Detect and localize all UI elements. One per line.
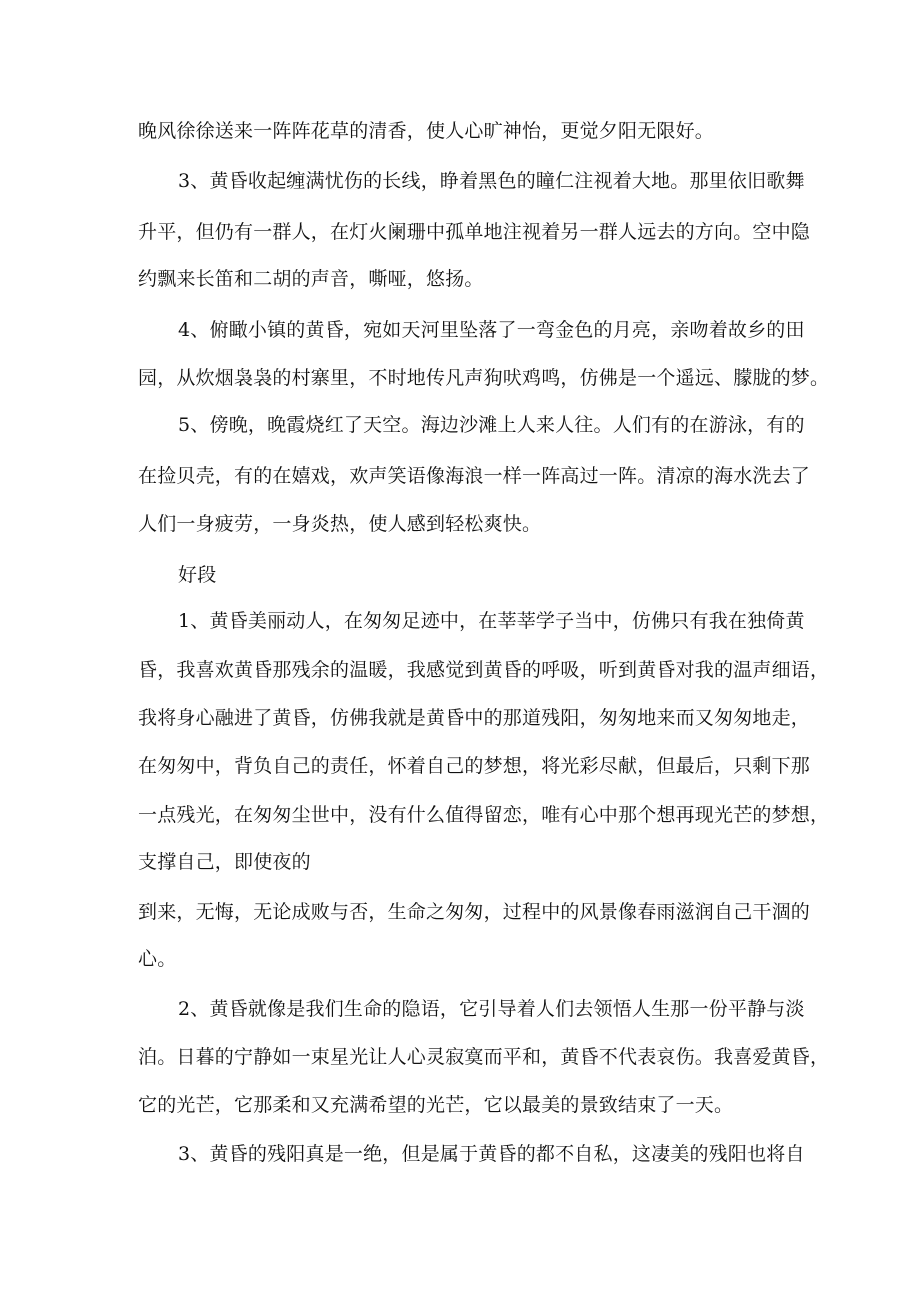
text-line: 支撑自己，即使夜的 xyxy=(138,851,311,873)
text-line: 人们一身疲劳，一身炎热，使人感到轻松爽快。 xyxy=(138,513,542,535)
text-line: 到来，无悔，无论成败与否，生命之匆匆，过程中的风景像春雨滋润自己干涸的 xyxy=(138,901,811,923)
text-line: 升平，但仍有一群人，在灯火阑珊中孤单地注视着另一群人远去的方向。空中隐 xyxy=(138,221,811,243)
text-line: 1、黄昏美丽动人，在匆匆足迹中，在莘莘学子当中，仿佛只有我在独倚黄 xyxy=(178,610,805,632)
text-line: 心。 xyxy=(138,948,177,970)
text-line: 泊。日暮的宁静如一束星光让人心灵寂寞而平和，黄昏不代表哀伤。我喜爱黄昏， xyxy=(138,1046,830,1068)
text-line: 园，从炊烟袅袅的村寨里，不时地传凡声狗吠鸡鸣，仿佛是一个遥远、朦胧的梦。 xyxy=(138,367,830,389)
text-line: 3、黄昏的残阳真是一绝，但是属于黄昏的都不自私，这凄美的残阳也将自 xyxy=(178,1143,805,1165)
text-line: 昏，我喜欢黄昏那残余的温暖，我感觉到黄昏的呼吸，听到黄昏对我的温声细语， xyxy=(138,659,830,681)
text-line: 一点残光，在匆匆尘世中，没有什么值得留恋，唯有心中那个想再现光芒的梦想， xyxy=(138,804,830,826)
text-line: 在捡贝壳，有的在嬉戏，欢声笑语像海浪一样一阵高过一阵。清凉的海水洗去了 xyxy=(138,465,811,487)
text-line: 在匆匆中，背负自己的责任，怀着自己的梦想，将光彩尽献，但最后，只剩下那 xyxy=(138,755,811,777)
text-line: 5、傍晚，晚霞烧红了天空。海边沙滩上人来人往。人们有的在游泳，有的 xyxy=(178,414,805,436)
text-line: 约飘来长笛和二胡的声音，嘶哑，悠扬。 xyxy=(138,268,484,290)
text-line: 我将身心融进了黄昏，仿佛我就是黄昏中的那道残阳，匆匆地来而又匆匆地走， xyxy=(138,707,811,729)
text-line: 4、俯瞰小镇的黄昏，宛如天河里坠落了一弯金色的月亮，亲吻着故乡的田 xyxy=(178,319,805,341)
text-line: 2、黄昏就像是我们生命的隐语，它引导着人们去领悟人生那一份平静与淡 xyxy=(178,998,805,1020)
text-line: 晚风徐徐送来一阵阵花草的清香，使人心旷神怡，更觉夕阳无限好。 xyxy=(138,120,715,142)
text-line: 3、黄昏收起缠满忧伤的长线，睁着黑色的瞳仁注视着大地。那里依旧歌舞 xyxy=(178,170,805,192)
text-line: 它的光芒，它那柔和又充满希望的光芒，它以最美的景致结束了一天。 xyxy=(138,1094,734,1116)
section-heading: 好段 xyxy=(178,564,217,586)
